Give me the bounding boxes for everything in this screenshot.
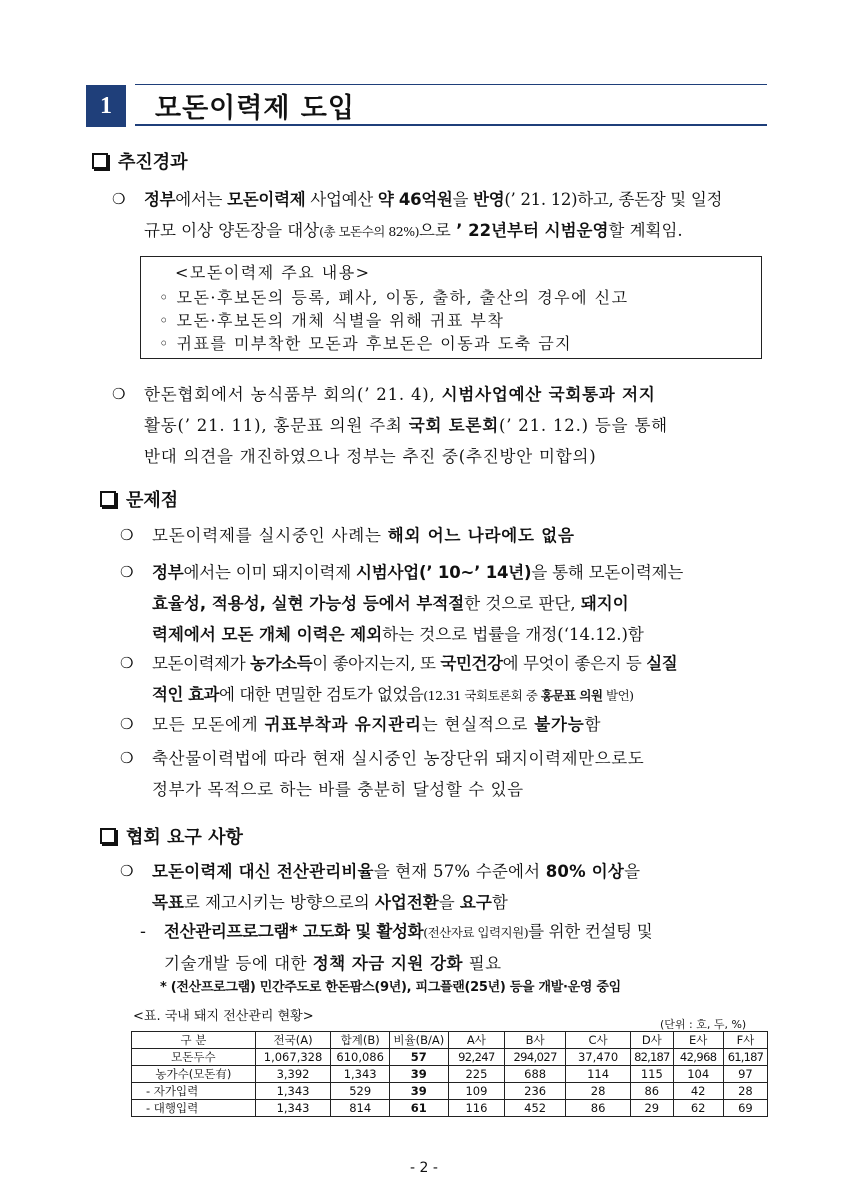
- title-top-rule: [135, 84, 767, 85]
- table-cell: 37,470: [566, 1049, 631, 1066]
- table-unit: (단위 : 호, 두, %): [660, 1018, 747, 1031]
- table-cell: 1,343: [255, 1083, 331, 1100]
- text-bold: 전산관리프로그램* 고도화 및 활성화: [164, 922, 424, 941]
- table-header-cell: F사: [723, 1032, 767, 1049]
- text-bold: 해외 어느 나라에도 없음: [387, 526, 575, 545]
- box-heading: <모돈이력제 주요 내용>: [175, 263, 371, 282]
- text: 정부가 목적으로 하는 바를 충분히 달성할 수 있음: [152, 780, 524, 799]
- table-cell: 57: [390, 1049, 449, 1066]
- text-bold: 돼지이: [580, 594, 629, 613]
- bullet-circle-icon: ❍: [120, 563, 134, 581]
- text: (’ 21. 12)하고, 종돈장 및 일정: [504, 190, 723, 209]
- text: (’ 21. 12.) 등을 통해: [498, 416, 668, 435]
- box-item: ◦ 모돈·후보돈의 등록, 폐사, 이동, 출하, 출산의 경우에 신고: [159, 288, 629, 307]
- table-cell: - 대행입력: [132, 1100, 256, 1117]
- section-number-badge: 1: [86, 85, 126, 127]
- text: 으로: [418, 221, 457, 240]
- table-cell: 1,343: [331, 1066, 390, 1083]
- bullet-text: [152, 520, 764, 551]
- text-bold: 력제에서 모돈 개체 이력은 제외: [152, 625, 383, 644]
- table-cell: 236: [505, 1083, 566, 1100]
- text-bold: 국민건강: [440, 654, 503, 673]
- text: 를 위한 컨설팅 및: [528, 922, 653, 941]
- table-cell: 688: [505, 1066, 566, 1083]
- table-cell: 62: [673, 1100, 723, 1117]
- text-bold: 반영: [473, 190, 505, 209]
- table-header-cell: 전국(A): [255, 1032, 331, 1049]
- table-row: [132, 1100, 768, 1117]
- text: 함: [584, 715, 602, 734]
- title-underline: [135, 124, 767, 126]
- table-cell: 61,187: [723, 1049, 767, 1066]
- text-bold: 적인 효과: [152, 685, 220, 704]
- section-heading-problems: [100, 486, 178, 512]
- text: 한 것으로 판단,: [464, 594, 581, 613]
- table-cell: 61: [390, 1100, 449, 1117]
- text: 모돈이력제가: [152, 654, 251, 673]
- bullet-text: [144, 379, 764, 472]
- data-table: [131, 1031, 768, 1117]
- table-cell: 116: [448, 1100, 505, 1117]
- bullet-text: [152, 709, 764, 740]
- bullet-circle-icon: ❍: [120, 749, 134, 767]
- table-cell: 452: [505, 1100, 566, 1117]
- text-bold: 사업전환: [374, 893, 439, 912]
- table-cell: 농가수(모돈有): [132, 1066, 256, 1083]
- text: 을 현재 57% 수준에서: [373, 862, 546, 881]
- bullet-circle-icon: ❍: [112, 190, 126, 208]
- text: 모든 모돈에게: [152, 715, 265, 734]
- summary-box: [140, 256, 762, 359]
- footnote: * (전산프로그램) 민간주도로 한돈팜스(9년), 피그플랜(25년) 등을 개발·운영 중임: [160, 980, 621, 995]
- bullet-circle-icon: ❍: [120, 654, 134, 672]
- text-bold: 귀표부착과 유지관리: [264, 715, 422, 734]
- text-bold: 효율성, 적용성, 실현 가능성 등에서 부적절: [152, 594, 465, 613]
- section-heading-requests: [100, 823, 243, 849]
- text: 을: [624, 862, 641, 881]
- table-header-cell: A사: [448, 1032, 505, 1049]
- bullet-item: [112, 379, 764, 473]
- page-title: 모돈이력제 도입: [155, 93, 355, 124]
- table-cell: 109: [448, 1083, 505, 1100]
- section-heading-text: 협회 요구 사항: [126, 827, 243, 848]
- section-heading-progress: [92, 148, 188, 174]
- table-row: [132, 1066, 768, 1083]
- checkbox-square-icon: [92, 153, 108, 169]
- dash-text: [164, 916, 764, 979]
- table-cell: 42,968: [673, 1049, 723, 1066]
- bullet-text: [152, 557, 764, 650]
- bullet-item: [112, 184, 764, 246]
- table-cell: 69: [723, 1100, 767, 1117]
- box-item: ◦ 귀표를 미부착한 모돈과 후보돈은 이동과 도축 금지: [159, 334, 573, 353]
- table-cell: 86: [566, 1100, 631, 1117]
- table-cell: 610,086: [331, 1049, 390, 1066]
- text: 에서는: [175, 190, 228, 209]
- text-bold: ’ 22년부터 시범운영: [456, 221, 609, 240]
- table-cell: 86: [631, 1083, 673, 1100]
- text-small: (12.31 국회토론회 중: [423, 688, 541, 703]
- table-header-cell: 비율(B/A): [390, 1032, 449, 1049]
- text-bold: 농가소득: [250, 654, 313, 673]
- text-small: 발언): [602, 688, 634, 703]
- table-caption: <표. 국내 돼지 전산관리 현황>: [133, 1009, 314, 1024]
- table-cell: 28: [566, 1083, 631, 1100]
- table-header-cell: 합계(B): [331, 1032, 390, 1049]
- text-bold: 시범사업예산 국회통과 저지: [441, 385, 656, 404]
- table-cell: 104: [673, 1066, 723, 1083]
- checkbox-square-icon: [100, 491, 116, 507]
- text-bold: 불가능: [534, 715, 585, 734]
- text: 규모 이상 양돈장을 대상: [144, 221, 320, 240]
- text: 모돈이력제를 실시중인 사례는: [152, 526, 388, 545]
- table-header-cell: E사: [673, 1032, 723, 1049]
- table-header-cell: C사: [566, 1032, 631, 1049]
- text: 한돈협회에서 농식품부 회의(’ 21. 4),: [144, 385, 442, 404]
- bullet-circle-icon: ❍: [120, 526, 134, 544]
- table-cell: 3,392: [255, 1066, 331, 1083]
- page-number: - 2 -: [410, 1160, 438, 1176]
- checkbox-square-icon: [100, 828, 116, 844]
- table-cell: 1,343: [255, 1100, 331, 1117]
- text: 반대 의견을 개진하였으나 정부는 추진 중(추진방안 미합의): [144, 447, 597, 466]
- table-cell: 39: [390, 1083, 449, 1100]
- section-heading-text: 문제점: [126, 490, 179, 511]
- table-cell: 115: [631, 1066, 673, 1083]
- dash-marker: -: [140, 922, 146, 941]
- table-header-cell: 구 분: [132, 1032, 256, 1049]
- text: 할 계획임.: [608, 221, 683, 240]
- text-bold: 홍문표 의원: [540, 688, 603, 703]
- table-cell: - 자가입력: [132, 1083, 256, 1100]
- text: 필요: [463, 954, 502, 973]
- text-bold: 약 46억원: [377, 190, 453, 209]
- table-header-cell: B사: [505, 1032, 566, 1049]
- table-cell: 814: [331, 1100, 390, 1117]
- text-bold: 모돈이력제 대신 전산관리비율: [152, 862, 374, 881]
- text: 을: [452, 190, 474, 209]
- text-bold: 실질: [646, 654, 678, 673]
- text: 이 좋아지는지, 또: [312, 654, 441, 673]
- text: 을: [438, 893, 460, 912]
- bullet-text: [152, 743, 764, 805]
- table-row: [132, 1049, 768, 1066]
- table-cell: 28: [723, 1083, 767, 1100]
- box-item: ◦ 모돈·후보돈의 개체 식별을 위해 귀표 부착: [159, 311, 505, 330]
- table-cell: 225: [448, 1066, 505, 1083]
- table-cell: 114: [566, 1066, 631, 1083]
- table-cell: 1,067,328: [255, 1049, 331, 1066]
- text: 에 무엇이 좋은지 등: [502, 654, 647, 673]
- text: 는 현실적으로: [421, 715, 535, 734]
- table-cell: 294,027: [505, 1049, 566, 1066]
- text-bold: 모돈이력제: [227, 190, 306, 209]
- table-cell: 39: [390, 1066, 449, 1083]
- text: 기술개발 등에 대한: [164, 954, 313, 973]
- bullet-text: [152, 648, 764, 711]
- text: 을 통해 모돈이력제는: [531, 563, 684, 582]
- table-cell: 29: [631, 1100, 673, 1117]
- table-cell: 97: [723, 1066, 767, 1083]
- table-cell: 529: [331, 1083, 390, 1100]
- table-cell: 모돈두수: [132, 1049, 256, 1066]
- section-heading-text: 추진경과: [118, 152, 188, 173]
- text: 사업예산: [305, 190, 378, 209]
- bullet-text: [144, 184, 764, 247]
- text-bold: 요구: [459, 893, 492, 912]
- table-header-row: [132, 1032, 768, 1049]
- text-bold: 80% 이상: [545, 862, 625, 881]
- table-cell: 42: [673, 1083, 723, 1100]
- bullet-text: [152, 856, 764, 918]
- text-bold: 국회 토론회: [408, 416, 499, 435]
- text: 활동(’ 21. 11), 홍문표 의원 주최: [144, 416, 409, 435]
- bullet-circle-icon: ❍: [120, 862, 134, 880]
- table-header-cell: D사: [631, 1032, 673, 1049]
- text-small: (전산자료 입력지원): [423, 925, 529, 940]
- text-bold: 정부: [144, 190, 176, 209]
- table-row: [132, 1083, 768, 1100]
- text-bold: 정부: [152, 563, 184, 582]
- text-small: (총 모돈수의 82%): [319, 224, 419, 239]
- text: 에서는 이미 돼지이력제: [183, 563, 357, 582]
- text-bold: 목표: [152, 893, 184, 912]
- text: 로 제고시키는 방향으로의: [183, 893, 375, 912]
- text: 축산물이력법에 따라 현재 실시중인 농장단위 돼지이력제만으로도: [152, 749, 645, 768]
- bullet-circle-icon: ❍: [112, 385, 126, 403]
- text-bold: 정책 자금 지원 강화: [312, 954, 463, 973]
- table-cell: 92,247: [448, 1049, 505, 1066]
- text: 함: [491, 893, 508, 912]
- text: 하는 것으로 법률을 개정(‘14.12.)함: [382, 625, 644, 644]
- text-bold: 시범사업(’ 10~’ 14년): [356, 563, 532, 582]
- text: 에 대한 면밀한 검토가 없었음: [219, 685, 424, 704]
- bullet-circle-icon: ❍: [120, 715, 134, 733]
- table-cell: 82,187: [631, 1049, 673, 1066]
